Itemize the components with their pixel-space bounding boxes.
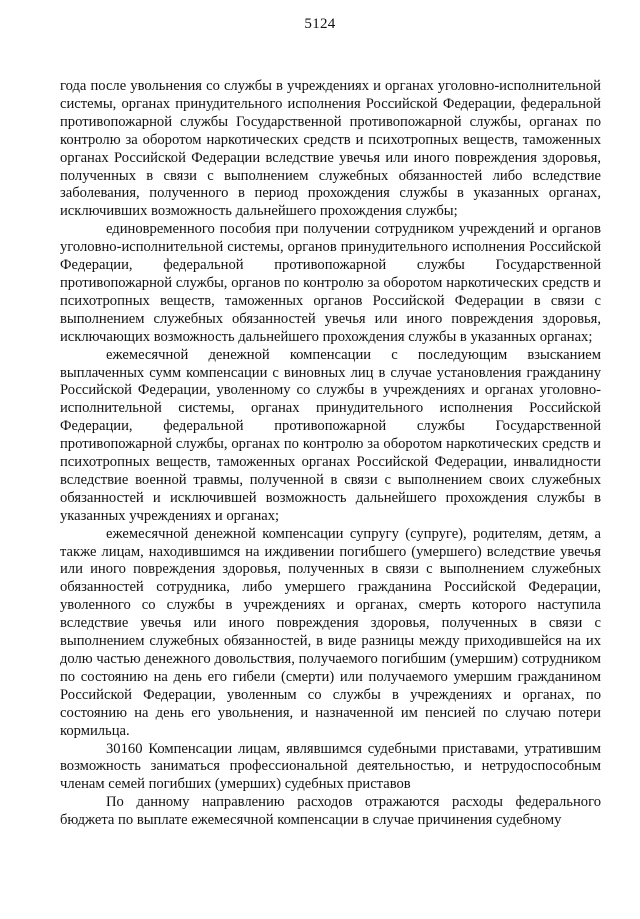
document-body [60, 78, 601, 830]
paragraph-lump-sum-allowance: единовременного пособия при получении сотрудником учреждений и органов уголовно-исполнительной системы, органов принудительного исполнения Российской Федерации, федеральной противопожарной службы Государственной противопожарной службы, органов по контролю за оборотом наркотических средств и психотропных веществ, таможенных органов Российской Федерации в связи с выполнением служебных обязанностей увечья или иного повреждения здоровья, исключающих возможность дальнейшего прохождения службы в указанных органах; [60, 221, 601, 345]
page-number: 5124 [304, 16, 336, 32]
paragraph-section-30160-heading: 30160 Компенсации лицам, являвшимся судебными приставами, утратившим возможность заниматься профессиональной деятельностью, и нетрудоспособным членам семей погибших (умерших) судебных приставов [60, 740, 601, 793]
paragraph-continuation-dismissal-benefit: года после увольнения со службы в учреждениях и органах уголовно-исполнительной системы, органах принудительного исполнения Российской Федерации, федеральной противопожарной службы Государственной противопожарной службы, органах по контролю за оборотом наркотических средств и психотропных веществ, таможенных органах Российской Федерации вследствие увечья или иного повреждения здоровья, полученных в связи с выполнением служебных обязанностей либо вследствие заболевания, полученного в период прохождения службы в указанных органах, исключивших возможность дальнейшего прохождения службы; [60, 78, 601, 220]
paragraph-monthly-compensation-disability: ежемесячной денежной компенсации с последующим взысканием выплаченных сумм компенсации с виновных лиц в случае установления гражданину Российской Федерации, уволенному со службы в учреждениях и органах уголовно-исполнительной системы, органах принудительного исполнения Российской Федерации, федеральной противопожарной службы Государственной противопожарной службы, органах по контролю за оборотом наркотических средств и психотропных веществ, таможенных органах Российской Федерации, инвалидности вследствие военной травмы, полученной в связи с выполнением своих служебных обязанностей и исключившей возможность дальнейшего прохождения службы в указанных учреждениях и органах; [60, 346, 601, 524]
paragraph-monthly-compensation-family: ежемесячной денежной компенсации супругу (супруге), родителям, детям, а также лицам, находившимся на иждивении погибшего (умершего) вследствие увечья или иного повреждения здоровья, полученных в связи с выполнением служебных обязанностей сотрудника, либо умершего гражданина Российской Федерации, уволенного со службы в учреждениях и органах, смерть которого наступила вследствие увечья или иного повреждения здоровья, полученных в связи с выполнением служебных обязанностей, в виде разницы между приходившейся на их долю частью денежного довольствия, получаемого погибшим (умершим) сотрудником по состоянию на день его гибели (смерти) или получаемого умершим гражданином Российской Федерации, уволенным со службы в учреждениях и органах, по состоянию на день его увольнения, и назначенной им пенсией по случаю потери кормильца. [60, 525, 601, 739]
paragraph-section-30160-description: По данному направлению расходов отражаются расходы федерального бюджета по выплате ежемесячной компенсации в случае причинения судебному [60, 794, 601, 829]
